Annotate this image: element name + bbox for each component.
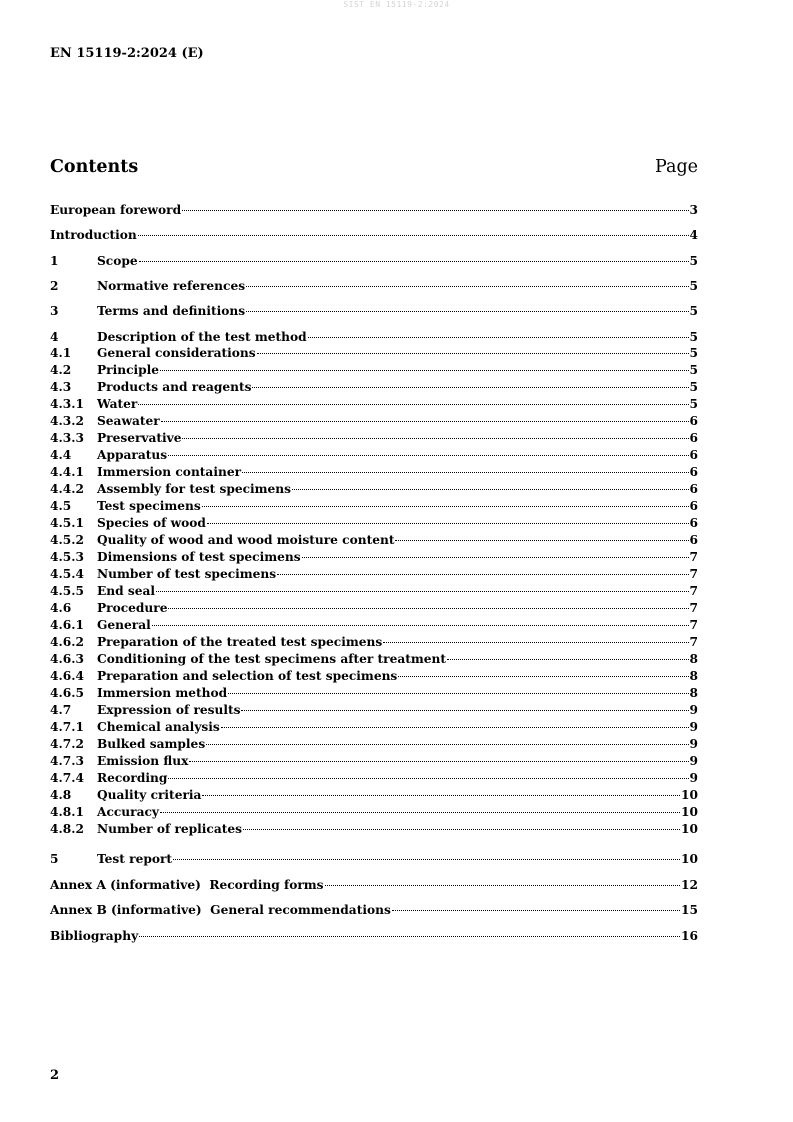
toc-entry-number: 4.8 xyxy=(50,788,72,802)
toc-entry-title: General xyxy=(97,618,151,632)
dot-leader xyxy=(152,625,689,626)
toc-entry[interactable] xyxy=(50,430,698,447)
dot-leader xyxy=(207,523,689,524)
toc-entry[interactable] xyxy=(50,481,698,498)
toc-entry[interactable] xyxy=(50,549,698,566)
toc-entry[interactable] xyxy=(50,532,698,549)
toc-entry[interactable] xyxy=(50,736,698,753)
toc-entry-page: 7 xyxy=(689,550,698,564)
toc-entry-number: 4.3.3 xyxy=(50,431,84,445)
toc-entry-page: 6 xyxy=(689,465,698,479)
toc-entry[interactable] xyxy=(50,498,698,515)
dot-leader xyxy=(138,235,689,236)
toc-entry-number: 4.8.1 xyxy=(50,805,84,819)
toc-entry-page: 9 xyxy=(689,771,698,785)
toc-entry-page: 9 xyxy=(689,737,698,751)
dot-leader xyxy=(182,438,688,439)
toc-entry[interactable] xyxy=(50,702,698,719)
toc-entry[interactable] xyxy=(50,566,698,583)
toc-entry-title: Preparation of the treated test specimens xyxy=(97,635,383,649)
toc-entry-title: Dimensions of test specimens xyxy=(97,550,301,564)
toc-entry-page: 3 xyxy=(689,203,698,217)
toc-entry-page: 8 xyxy=(689,686,698,700)
toc-entry[interactable] xyxy=(50,719,698,736)
toc-entry[interactable] xyxy=(50,278,698,295)
toc-entry-title: Expression of results xyxy=(97,703,241,717)
toc-entry[interactable] xyxy=(50,345,698,362)
toc-entry-page: 5 xyxy=(689,279,698,293)
dot-leader xyxy=(168,455,688,456)
toc-entry-title: Bibliography xyxy=(50,929,139,943)
toc-entry[interactable] xyxy=(50,227,698,244)
toc-entry-title: Scope xyxy=(97,254,138,268)
document-id: EN 15119-2:2024 (E) xyxy=(50,46,204,61)
toc-entry[interactable] xyxy=(50,413,698,430)
toc-entry-title: General considerations xyxy=(97,346,256,360)
dot-leader xyxy=(246,311,688,312)
toc-entry-number: 4.1 xyxy=(50,346,72,360)
dot-leader xyxy=(243,829,680,830)
toc-entry-number: 2 xyxy=(50,279,59,293)
toc-entry-title: Introduction xyxy=(50,228,137,242)
toc-entry-number: 4.7.3 xyxy=(50,754,84,768)
toc-entry[interactable] xyxy=(50,396,698,413)
dot-leader xyxy=(392,910,680,911)
toc-entry-number: 4.6.1 xyxy=(50,618,84,632)
dot-leader xyxy=(182,210,688,211)
dot-leader xyxy=(277,574,688,575)
toc-entry-title: Water xyxy=(97,397,138,411)
dot-leader xyxy=(447,659,688,660)
toc-entry-page: 5 xyxy=(689,363,698,377)
toc-entry-number: 4.5 xyxy=(50,499,72,513)
toc-entry-number: 4.2 xyxy=(50,363,72,377)
toc-entry-page: 6 xyxy=(689,431,698,445)
dot-leader xyxy=(252,387,688,388)
toc-entry-title: Quality of wood and wood moisture content xyxy=(97,533,395,547)
toc-entry-page: 9 xyxy=(689,703,698,717)
dot-leader xyxy=(173,859,680,860)
toc-entry-title: Number of test specimens xyxy=(97,567,277,581)
dot-leader xyxy=(395,540,688,541)
dot-leader xyxy=(202,795,680,796)
toc-entry-page: 9 xyxy=(689,720,698,734)
toc-entry-number: 4.5.5 xyxy=(50,584,84,598)
toc-entry-title: Accuracy xyxy=(97,805,159,819)
toc-entry-page: 6 xyxy=(689,499,698,513)
toc-entry-number: 4 xyxy=(50,330,59,344)
toc-entry[interactable] xyxy=(50,600,698,617)
toc-entry[interactable] xyxy=(50,329,698,346)
toc-entry-page: 10 xyxy=(681,805,698,819)
toc-entry-page: 6 xyxy=(689,414,698,428)
toc-entry-title: Species of wood xyxy=(97,516,206,530)
dot-leader xyxy=(206,744,688,745)
toc-entry-number: 4.7.1 xyxy=(50,720,84,734)
toc-entry[interactable] xyxy=(50,303,698,320)
toc-entry-page: 16 xyxy=(681,929,698,943)
toc-entry[interactable] xyxy=(50,362,698,379)
toc-entry-number: 4.4.2 xyxy=(50,482,84,496)
toc-entry-title: Products and reagents xyxy=(97,380,252,394)
toc-entry-number: 4.7.2 xyxy=(50,737,84,751)
toc-entry[interactable] xyxy=(50,787,698,804)
toc-entry-title: Number of replicates xyxy=(97,822,242,836)
watermark: SIST EN 15119-2:2024 xyxy=(343,0,450,9)
toc-entry[interactable] xyxy=(50,668,698,685)
toc-entry-title: Assembly for test specimens xyxy=(97,482,292,496)
dot-leader xyxy=(302,557,689,558)
toc-entry-number: 4.5.2 xyxy=(50,533,84,547)
dot-leader xyxy=(383,642,688,643)
toc-entry-page: 10 xyxy=(681,852,698,866)
toc-entry-page: 7 xyxy=(689,567,698,581)
contents-header xyxy=(50,157,698,181)
dot-leader xyxy=(292,489,688,490)
toc-entry[interactable] xyxy=(50,515,698,532)
toc-entry[interactable] xyxy=(50,583,698,600)
toc-entry-number: 4.7 xyxy=(50,703,72,717)
toc-entry-title: Procedure xyxy=(97,601,168,615)
page-number: 2 xyxy=(50,1068,60,1083)
toc-entry-title: Test report xyxy=(97,852,173,866)
dot-leader xyxy=(139,936,680,937)
toc-entry[interactable] xyxy=(50,379,698,396)
toc-entry-title: Recording xyxy=(97,771,168,785)
toc-entry-page: 6 xyxy=(689,448,698,462)
dot-leader xyxy=(168,608,688,609)
toc-entry-title: Conditioning of the test specimens after treatment xyxy=(97,652,447,666)
toc-entry-title: Emission flux xyxy=(97,754,189,768)
toc-entry-page: 8 xyxy=(689,669,698,683)
dot-leader xyxy=(160,812,680,813)
toc-entry-title: Test specimens xyxy=(97,499,201,513)
dot-leader xyxy=(189,761,688,762)
toc-entry-title: Immersion method xyxy=(97,686,228,700)
toc-entry-number: 4.5.4 xyxy=(50,567,84,581)
toc-entry-number: 3 xyxy=(50,304,59,318)
toc-entry-number: 4.4.1 xyxy=(50,465,84,479)
toc-entry-title: Seawater xyxy=(97,414,160,428)
toc-entry-number: 4.3.1 xyxy=(50,397,84,411)
dot-leader xyxy=(228,693,688,694)
toc-entry[interactable] xyxy=(50,617,698,634)
dot-leader xyxy=(139,261,689,262)
contents-title: Contents xyxy=(50,157,139,177)
dot-leader xyxy=(325,885,681,886)
toc-entry-number: 4.6.2 xyxy=(50,635,84,649)
dot-leader xyxy=(241,710,688,711)
toc-entry-title: Preparation and selection of test specimens xyxy=(97,669,398,683)
toc-entry-number: 4.5.1 xyxy=(50,516,84,530)
toc-entry-page: 9 xyxy=(689,754,698,768)
toc-entry[interactable] xyxy=(50,202,698,219)
toc-entry-number: 4.6.4 xyxy=(50,669,84,683)
toc-entry-title: Description of the test method xyxy=(97,330,307,344)
toc-entry-title: Quality criteria xyxy=(97,788,202,802)
toc-entry-number: 4.8.2 xyxy=(50,822,84,836)
toc-entry-page: 15 xyxy=(681,903,698,917)
toc-entry-number: 5 xyxy=(50,852,59,866)
toc-entry[interactable] xyxy=(50,651,698,668)
toc-entry-page: 5 xyxy=(689,380,698,394)
dot-leader xyxy=(138,404,688,405)
toc-entry-title: Immersion container xyxy=(97,465,241,479)
toc-entry[interactable] xyxy=(50,902,698,919)
toc-entry-page: 7 xyxy=(689,584,698,598)
toc-entry-page: 8 xyxy=(689,652,698,666)
toc-entry[interactable] xyxy=(50,821,698,838)
page-column-label: Page xyxy=(655,157,698,177)
toc-entry[interactable] xyxy=(50,851,698,868)
dot-leader xyxy=(398,676,688,677)
toc-entry-page: 4 xyxy=(689,228,698,242)
dot-leader xyxy=(168,778,688,779)
toc-entry-number: 4.6 xyxy=(50,601,72,615)
toc-entry-title: Annex B (informative) General recommendations xyxy=(50,903,391,917)
toc-entry-number: 4.6.3 xyxy=(50,652,84,666)
toc-entry[interactable] xyxy=(50,877,698,894)
dot-leader xyxy=(308,337,689,338)
toc-entry[interactable] xyxy=(50,753,698,770)
toc-entry-title: European foreword xyxy=(50,203,182,217)
toc-entry-page: 5 xyxy=(689,397,698,411)
toc-entry[interactable] xyxy=(50,634,698,651)
toc-entry-title: Terms and definitions xyxy=(97,304,246,318)
toc-entry-page: 7 xyxy=(689,601,698,615)
toc-entry-page: 6 xyxy=(689,533,698,547)
toc-entry-number: 4.5.3 xyxy=(50,550,84,564)
toc-entry-page: 12 xyxy=(681,878,698,892)
toc-entry-page: 7 xyxy=(689,635,698,649)
toc-entry-title: Preservative xyxy=(97,431,182,445)
toc-entry-title: Annex A (informative) Recording forms xyxy=(50,878,324,892)
toc-entry-page: 6 xyxy=(689,482,698,496)
toc-entry-title: End seal xyxy=(97,584,156,598)
toc-entry-page: 5 xyxy=(689,346,698,360)
toc-entry-number: 1 xyxy=(50,254,59,268)
toc-entry[interactable] xyxy=(50,253,698,270)
toc-entry-title: Apparatus xyxy=(97,448,168,462)
toc-entry-title: Bulked samples xyxy=(97,737,206,751)
toc-entry-page: 6 xyxy=(689,516,698,530)
toc-entry-title: Chemical analysis xyxy=(97,720,220,734)
dot-leader xyxy=(257,353,689,354)
dot-leader xyxy=(202,506,689,507)
toc-entry-number: 4.4 xyxy=(50,448,72,462)
toc-entry-page: 5 xyxy=(689,330,698,344)
toc-entry-page: 7 xyxy=(689,618,698,632)
dot-leader xyxy=(161,421,689,422)
toc-entry-title: Normative references xyxy=(97,279,246,293)
dot-leader xyxy=(221,727,689,728)
toc-entry[interactable] xyxy=(50,770,698,787)
toc-entry[interactable] xyxy=(50,928,698,945)
toc-entry[interactable] xyxy=(50,685,698,702)
toc-entry-page: 5 xyxy=(689,254,698,268)
toc-entry[interactable] xyxy=(50,447,698,464)
toc-entry[interactable] xyxy=(50,464,698,481)
toc-entry-number: 4.7.4 xyxy=(50,771,84,785)
dot-leader xyxy=(160,370,688,371)
dot-leader xyxy=(156,591,688,592)
toc-entry-page: 5 xyxy=(689,304,698,318)
toc-entry-title: Principle xyxy=(97,363,160,377)
toc-entry-page: 10 xyxy=(681,788,698,802)
toc-entry-number: 4.3.2 xyxy=(50,414,84,428)
toc-entry-number: 4.3 xyxy=(50,380,72,394)
dot-leader xyxy=(246,286,688,287)
dot-leader xyxy=(242,472,689,473)
toc-entry[interactable] xyxy=(50,804,698,821)
toc-entry-page: 10 xyxy=(681,822,698,836)
toc-entry-number: 4.6.5 xyxy=(50,686,84,700)
